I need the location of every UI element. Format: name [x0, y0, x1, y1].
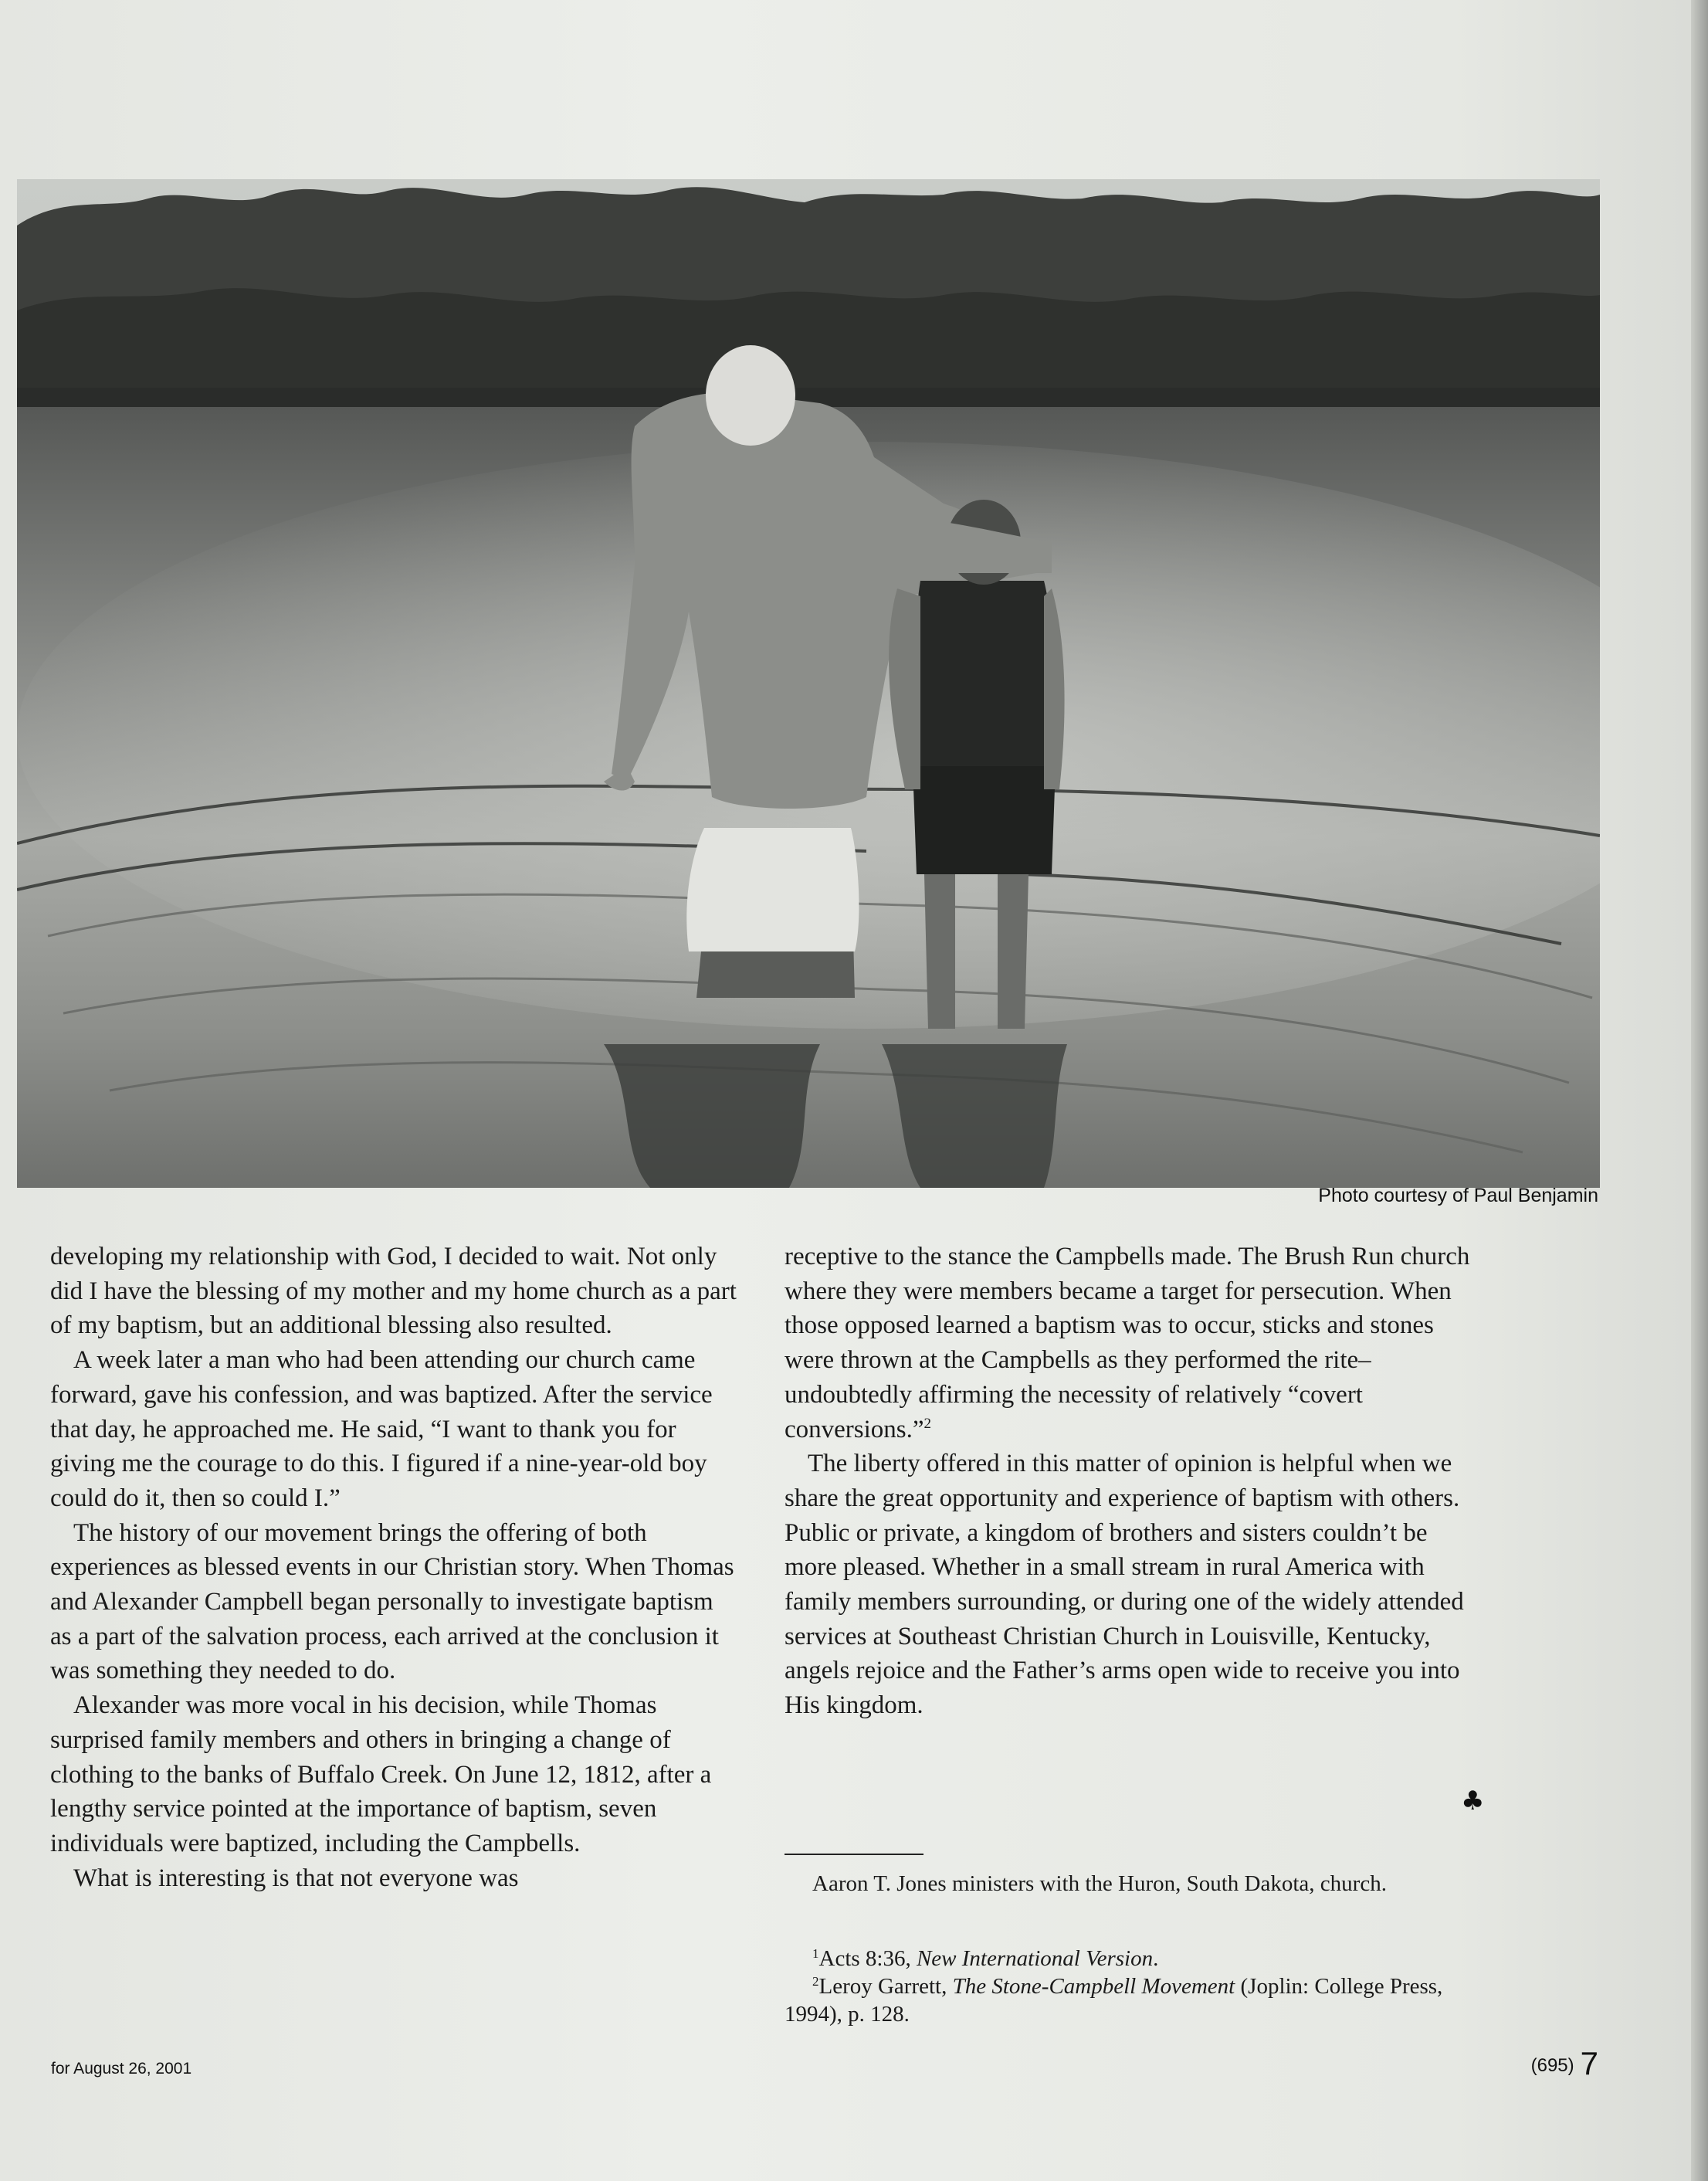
author-bio: Aaron T. Jones ministers with the Huron, South Dakota, church.	[812, 1871, 1387, 1896]
footnote-title: The Stone-Campbell Movement	[952, 1974, 1235, 1999]
footnotes	[785, 1945, 1479, 2028]
footnote-text: Leroy Garrett,	[818, 1974, 953, 1999]
footnote	[785, 1945, 1479, 1972]
paragraph: Alexander was more vocal in his decision, while Thomas surprised family members and others in bringing a change of clothing to the banks of Buffalo Creek. On June 12, 1812, after a lengthy service pointed at the importance of baptism, seven individuals were baptized, including the Campbells.	[50, 1691, 712, 1857]
paragraph-text: receptive to the stance the Campbells made. The Brush Run church where they were members became a target for persecution. When those opposed learned a baptism was to occur, sticks and stones were thrown at the Campbells as they performed the rite–undoubtedly affirming the necessity of relatively “covert conversions.”	[785, 1243, 1470, 1443]
paragraph: The history of our movement brings the offering of both experiences as blessed events in our Christian story. When Thomas and Alexander Campbell began personally to investigate baptism as a part of the salvation process, each arrived at the conclusion it was something they needed to do.	[50, 1518, 734, 1685]
footnote	[785, 1972, 1479, 2028]
article-column-left	[50, 1240, 737, 1895]
footnote-text: Acts 8:36,	[818, 1946, 917, 1971]
footnote-text: (Joplin: College Press, 1994), p. 128.	[785, 1974, 1443, 2027]
page-footer	[1374, 2045, 1598, 2082]
footnote-marker: 1	[812, 1946, 819, 1961]
lake-scene-illustration	[17, 179, 1600, 1188]
club-end-mark-icon: ♣	[1461, 1786, 1485, 1816]
paragraph: A week later a man who had been attending our church came forward, gave his confession, and was baptized. After the service that day, he approached me. He said, “I want to thank you for giving me the courage to do this. I figured if a nine-year-old boy could do it, then so could I.”	[50, 1346, 713, 1512]
page-number: 7	[1580, 2045, 1598, 2081]
footnote-title: New International Version	[916, 1946, 1154, 1971]
folio-number: (695)	[1530, 2055, 1574, 2076]
page-edge	[1691, 0, 1708, 2181]
paragraph: developing my relationship with God, I decided to wait. Not only did I have the blessing of my mother and my home church as a part of my baptism, but an additional blessing also resulted.	[50, 1243, 737, 1340]
paragraph: The liberty offered in this matter of opinion is helpful when we share the great opportunity and experience of baptism with others. Public or private, a kingdom of brothers and sisters couldn’t be more pleased. Whether in a small stream in rural America with family members surrounding, or during one of the widely attended services at Southeast Christian Church in Louisville, Kentucky, angels rejoice and the Father’s arms open wide to receive you into His kingdom.	[785, 1450, 1464, 1720]
baptism-photo	[17, 179, 1600, 1188]
endnote-marker: 2	[923, 1415, 932, 1432]
footnote-divider	[785, 1854, 923, 1855]
article-column-right	[785, 1240, 1479, 1723]
footnote-marker: 2	[812, 1974, 819, 1989]
paragraph: What is interesting is that not everyone was	[73, 1864, 519, 1892]
footnote-text: .	[1153, 1946, 1159, 1971]
paragraph-with-endnote	[785, 1240, 1479, 1447]
issue-date: for August 26, 2001	[51, 2060, 192, 2078]
photo-credit: Photo courtesy of Paul Benjamin	[1318, 1185, 1598, 1206]
